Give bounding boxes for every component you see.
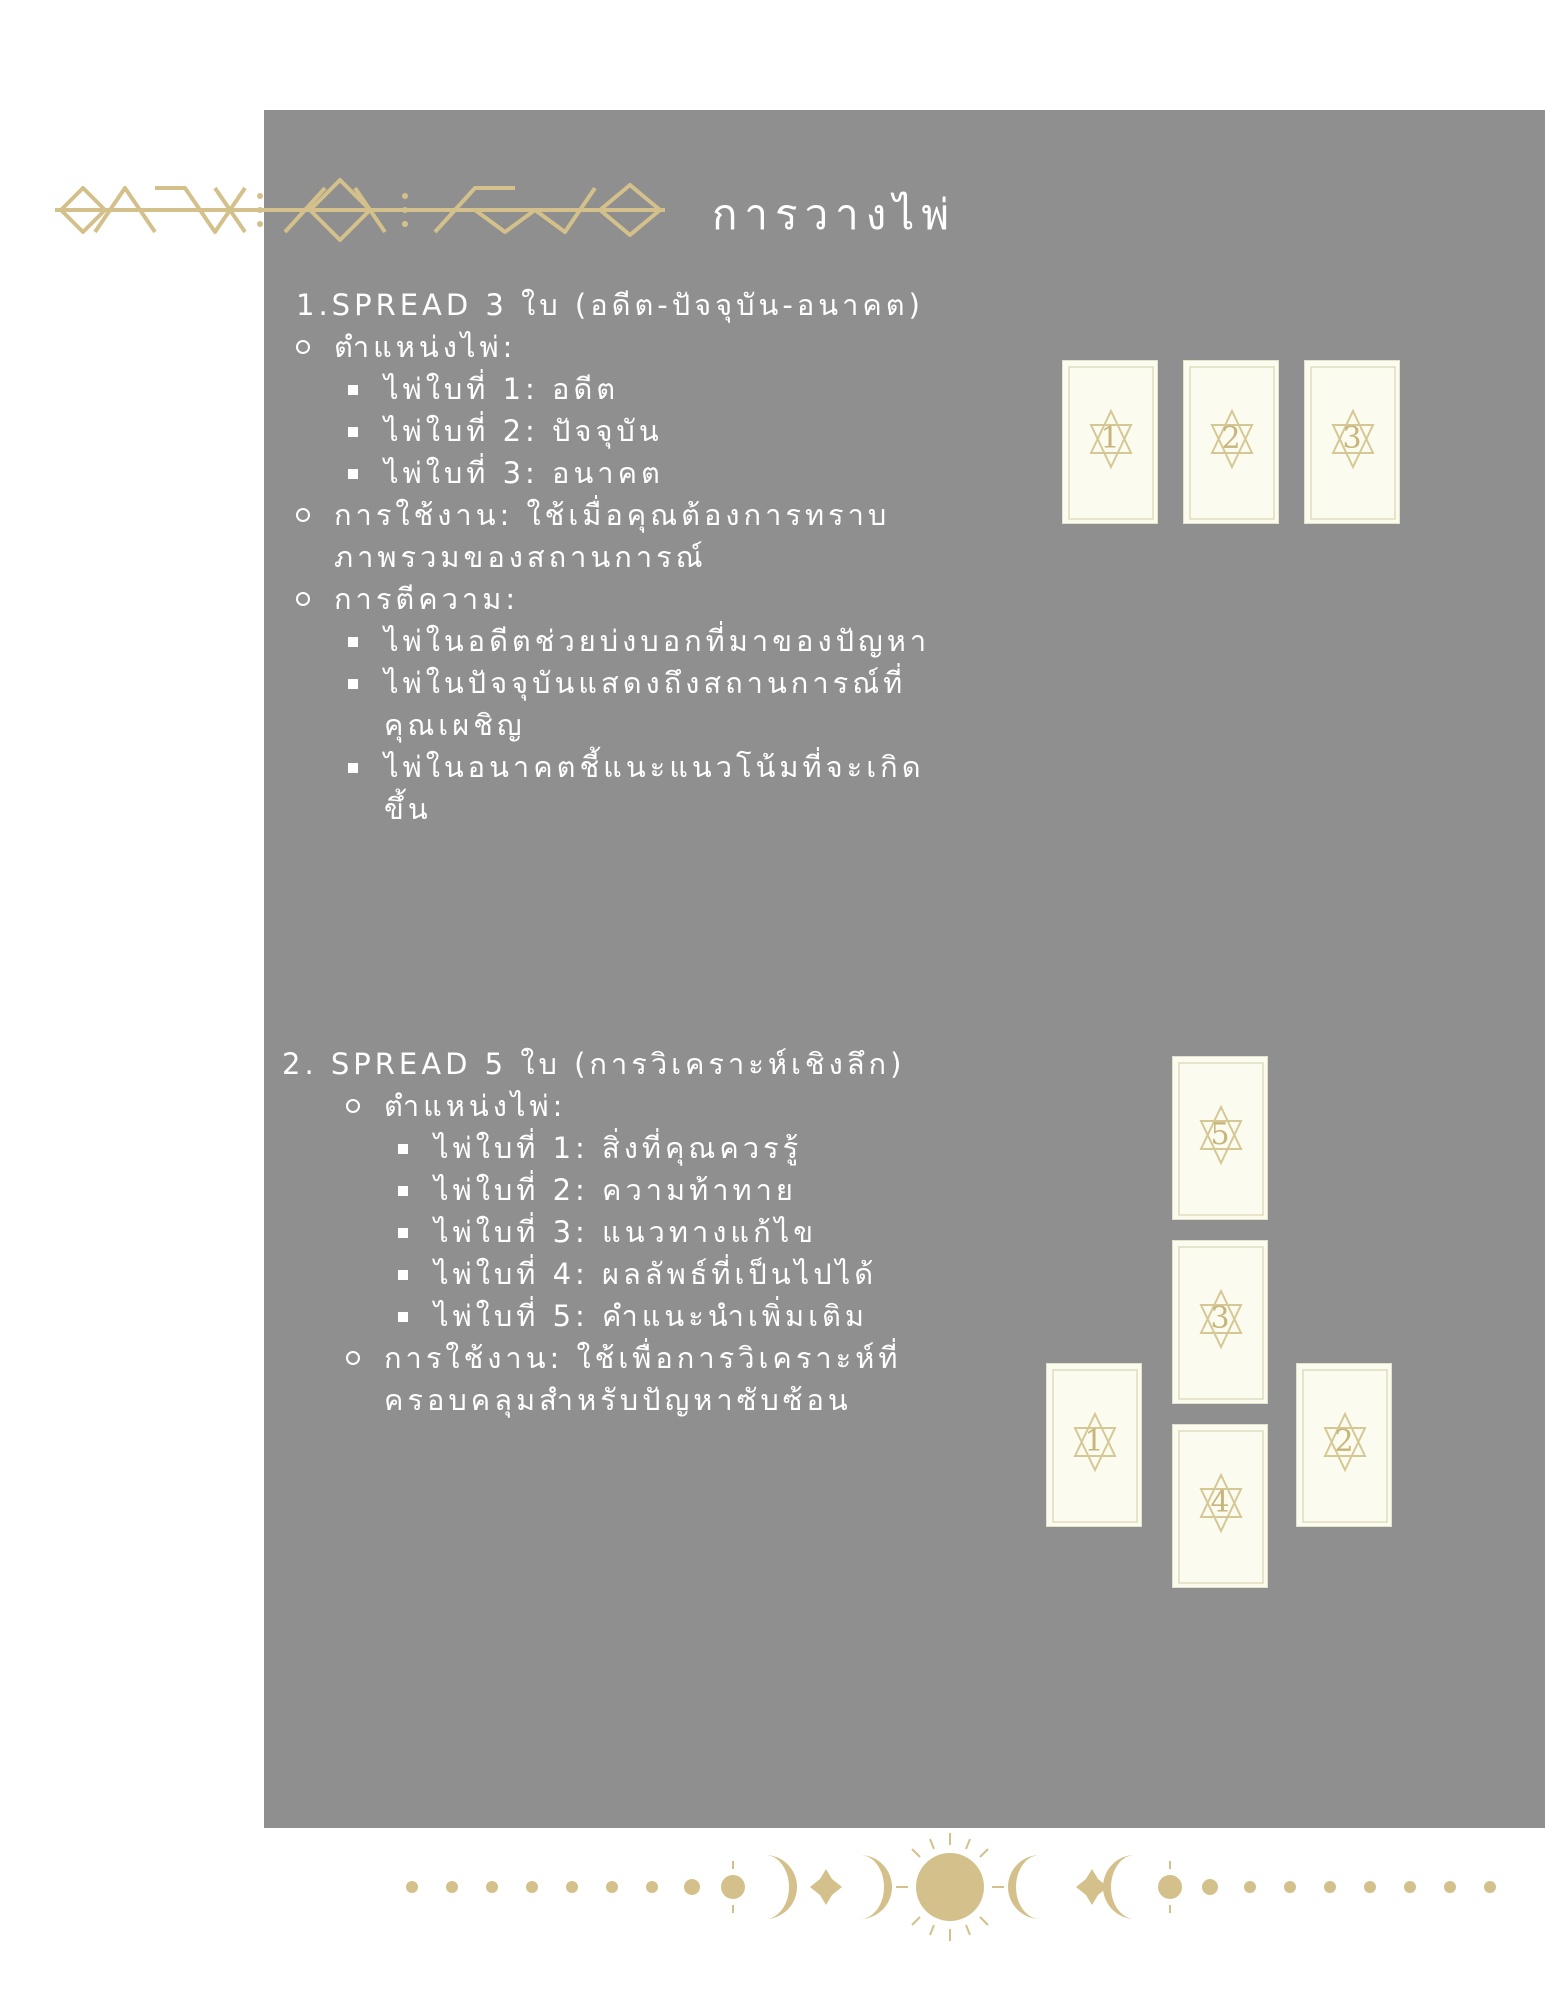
interpretation-3-line-2: ขึ้น xyxy=(384,792,432,826)
interpretation-1-line-1: ไพ่ในอดีตช่วยบ่งบอกที่มาของปัญหา xyxy=(384,624,931,658)
moon-phase-sun-ornament-icon xyxy=(390,1825,1520,1945)
tarot-card-2-right xyxy=(1296,1363,1392,1527)
spread-3-usage xyxy=(296,494,1076,578)
tarot-card-1 xyxy=(1062,360,1158,524)
spread-3-interpretation-1 xyxy=(346,620,1076,662)
spread-5-position-5: ไพ่ใบที่ 5: คำแนะนำเพิ่มเติม xyxy=(396,1295,1042,1337)
card-number: 1 xyxy=(1100,421,1120,456)
spread-3-usage-line-2: ภาพรวมของสถานการณ์ xyxy=(334,540,707,574)
card-number: 3 xyxy=(1210,1301,1230,1336)
tarot-card-3-center xyxy=(1172,1240,1268,1404)
card-number: 2 xyxy=(1334,1424,1354,1459)
card-number: 4 xyxy=(1210,1485,1230,1520)
tarot-card-3 xyxy=(1304,360,1400,524)
interpretation-2-line-1: ไพ่ในปัจจุบันแสดงถึงสถานการณ์ที่ xyxy=(384,666,907,700)
tarot-card-5 xyxy=(1172,1056,1268,1220)
spread-3-position-1: ไพ่ใบที่ 1: อดีต xyxy=(346,368,1076,410)
spread-5-usage-line-1: การใช้งาน: ใช้เพื่อการวิเคราะห์ที่ xyxy=(384,1341,902,1375)
spread-3-heading: 1.SPREAD 3 ใบ (อดีต-ปัจจุบัน-อนาคต) xyxy=(296,288,924,322)
spread-5-position-2: ไพ่ใบที่ 2: ความท้าทาย xyxy=(396,1169,1042,1211)
page-title: การวางไพ่ xyxy=(712,190,957,239)
spread-3-interpretation-2 xyxy=(346,662,1076,746)
tarot-card-2 xyxy=(1183,360,1279,524)
interpretation-3-line-1: ไพ่ในอนาคตชี้แนะแนวโน้มที่จะเกิด xyxy=(384,750,925,784)
spread-5-position-1: ไพ่ใบที่ 1: สิ่งที่คุณควรรู้ xyxy=(396,1127,1042,1169)
interpretation-2-line-2: คุณเผชิญ xyxy=(384,708,526,742)
spread-5-usage-line-2: ครอบคลุมสำหรับปัญหาซับซ้อน xyxy=(384,1383,852,1417)
card-number: 2 xyxy=(1221,421,1241,456)
card-number: 3 xyxy=(1342,421,1362,456)
tarot-card-4-bottom xyxy=(1172,1424,1268,1588)
spread-3-position-3: ไพ่ใบที่ 3: อนาคต xyxy=(346,452,1076,494)
card-number: 1 xyxy=(1084,1424,1104,1459)
spread-5-positions-label: ตำแหน่งไพ่: xyxy=(346,1085,1042,1127)
spread-3-position-2: ไพ่ใบที่ 2: ปัจจุบัน xyxy=(346,410,1076,452)
spread-5-usage xyxy=(346,1337,1042,1421)
spread-3-section xyxy=(296,284,1076,830)
spread-5-section xyxy=(282,1043,1042,1421)
spread-5-heading: 2. SPREAD 5 ใบ (การวิเคราะห์เชิงลึก) xyxy=(282,1047,906,1081)
spread-3-usage-line-1: การใช้งาน: ใช้เมื่อคุณต้องการทราบ xyxy=(334,498,891,532)
spread-5-position-4: ไพ่ใบที่ 4: ผลลัพธ์ที่เป็นไปได้ xyxy=(396,1253,1042,1295)
card-number: 5 xyxy=(1210,1117,1230,1152)
geometric-line-ornament-icon xyxy=(55,170,665,250)
spread-3-positions-label: ตำแหน่งไพ่: xyxy=(296,326,1076,368)
tarot-card-1-left xyxy=(1046,1363,1142,1527)
spread-5-position-3: ไพ่ใบที่ 3: แนวทางแก้ไข xyxy=(396,1211,1042,1253)
spread-3-interpretation-3 xyxy=(346,746,1076,830)
spread-3-interpret-label: การตีความ: xyxy=(296,578,1076,620)
